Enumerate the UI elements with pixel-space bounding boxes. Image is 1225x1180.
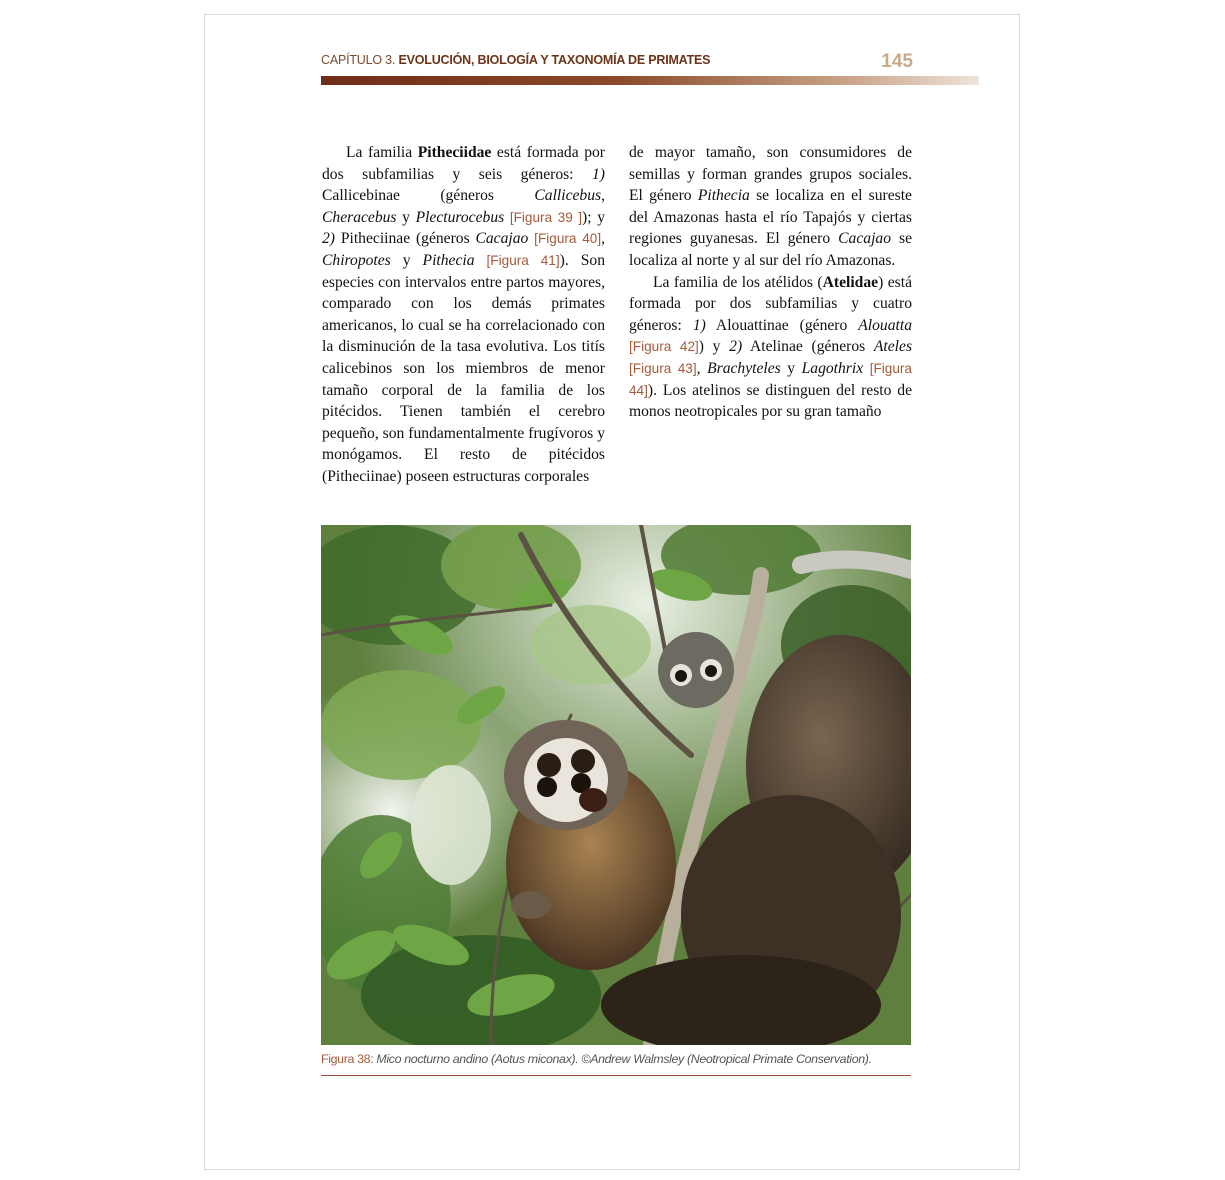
figure-caption bbox=[321, 1052, 911, 1072]
paragraph-pitheciidae bbox=[322, 142, 605, 488]
chapter-title: EVOLUCIÓN, BIOLOGÍA Y TAXONOMÍA DE PRIMATES bbox=[398, 53, 711, 67]
figure-reference: [Figura 44] bbox=[629, 360, 912, 398]
text-run: de mayor tamaño, son consumidores de semillas y forman grandes grupos sociales. El género bbox=[629, 144, 912, 205]
figure-reference: [Figura 41] bbox=[486, 252, 560, 268]
text-run: se localiza al norte y al sur del río Amazonas. bbox=[629, 230, 913, 269]
italic-term: Chiropotes bbox=[322, 251, 391, 269]
italic-term: Brachyteles bbox=[707, 359, 781, 377]
italic-term: 1) bbox=[592, 165, 605, 183]
text-run bbox=[475, 252, 487, 269]
italic-term: Lagothrix bbox=[801, 359, 864, 377]
figure-photo-night-monkeys bbox=[321, 525, 911, 1045]
italic-term: Cacajao bbox=[475, 230, 529, 248]
running-header bbox=[321, 53, 979, 73]
figure-reference: [Figura 42] bbox=[629, 339, 699, 355]
italic-term: Cheracebus bbox=[322, 208, 397, 226]
chapter-heading bbox=[321, 53, 710, 67]
text-column-right bbox=[629, 142, 912, 423]
text-run: ). Los atelinos se distinguen del resto de monos neotropicales por su gran tamaño bbox=[629, 381, 912, 421]
text-run: Atelinae (géneros bbox=[742, 338, 874, 356]
text-run: , bbox=[696, 359, 708, 377]
text-run: , bbox=[601, 230, 605, 248]
italic-term: 2) bbox=[322, 230, 335, 248]
italic-term: Alouatta bbox=[858, 316, 912, 334]
italic-term: Callicebus bbox=[534, 187, 602, 205]
figure-reference: [Figura 39 ] bbox=[509, 209, 583, 225]
text-run: y bbox=[396, 208, 416, 226]
caption-rule bbox=[321, 1075, 911, 1076]
header-rule bbox=[321, 76, 979, 85]
text-run: ); y bbox=[582, 208, 605, 226]
bold-term: Pitheciidae bbox=[417, 144, 492, 161]
paragraph-atelidae bbox=[629, 272, 912, 423]
text-run: La familia bbox=[346, 144, 418, 161]
italic-term: Pithecia bbox=[697, 187, 750, 205]
text-run: ) y bbox=[698, 338, 730, 356]
text-run: se localiza en el sureste del Amazonas hasta el río Tapajós y ciertas regiones guyanesas. El género bbox=[629, 187, 912, 248]
text-run: La familia de los atélidos ( bbox=[653, 273, 823, 291]
figure-label: Figura 38: bbox=[321, 1052, 374, 1066]
italic-term: 2) bbox=[729, 338, 743, 356]
italic-term: Pithecia bbox=[422, 251, 475, 269]
chapter-prefix: CAPÍTULO 3. bbox=[321, 53, 396, 67]
bold-term: Atelidae bbox=[822, 273, 879, 291]
text-run: está formada por dos subfamilias y seis géneros: bbox=[322, 144, 605, 183]
italic-term: Cacajao bbox=[838, 230, 891, 248]
italic-term: Ateles bbox=[873, 338, 913, 356]
page-number: 145 bbox=[881, 51, 913, 72]
text-run: Alouattinae (género bbox=[705, 316, 859, 334]
text-run: y bbox=[390, 251, 423, 269]
text-run: Callicebinae (géneros bbox=[322, 187, 535, 205]
text-run: ). Son especies con intervalos entre partos mayores, comparado con los demás primates americanos, lo cual se ha correlacionado con la disminución de la tasa evolutiva. Los titís calicebinos son los miembros de menor tamaño corporal de la familia de los pitécidos. Tienen también el cerebro pequeño, son fundamentalmente frugívoros y monógamos. El resto de pitécidos (Pitheciinae) poseen estructuras corporales bbox=[322, 251, 605, 485]
text-run: ) está formada por dos subfamilias y cuatro géneros: bbox=[629, 273, 912, 334]
italic-term: 1) bbox=[692, 316, 706, 334]
figure-caption-text: Mico nocturno andino (Aotus miconax). ©Andrew Walmsley (Neotropical Primate Conservation). bbox=[373, 1052, 872, 1066]
figure-reference: [Figura 43] bbox=[629, 360, 697, 376]
figure-reference: [Figura 40] bbox=[534, 231, 602, 247]
text-run: , bbox=[601, 187, 605, 205]
text-column-left bbox=[322, 142, 605, 488]
italic-term: Plecturocebus bbox=[415, 208, 505, 226]
text-run: Pitheciinae (géneros bbox=[335, 230, 476, 248]
paragraph-pitheciidae-continued bbox=[629, 142, 912, 272]
text-run: y bbox=[780, 359, 802, 377]
